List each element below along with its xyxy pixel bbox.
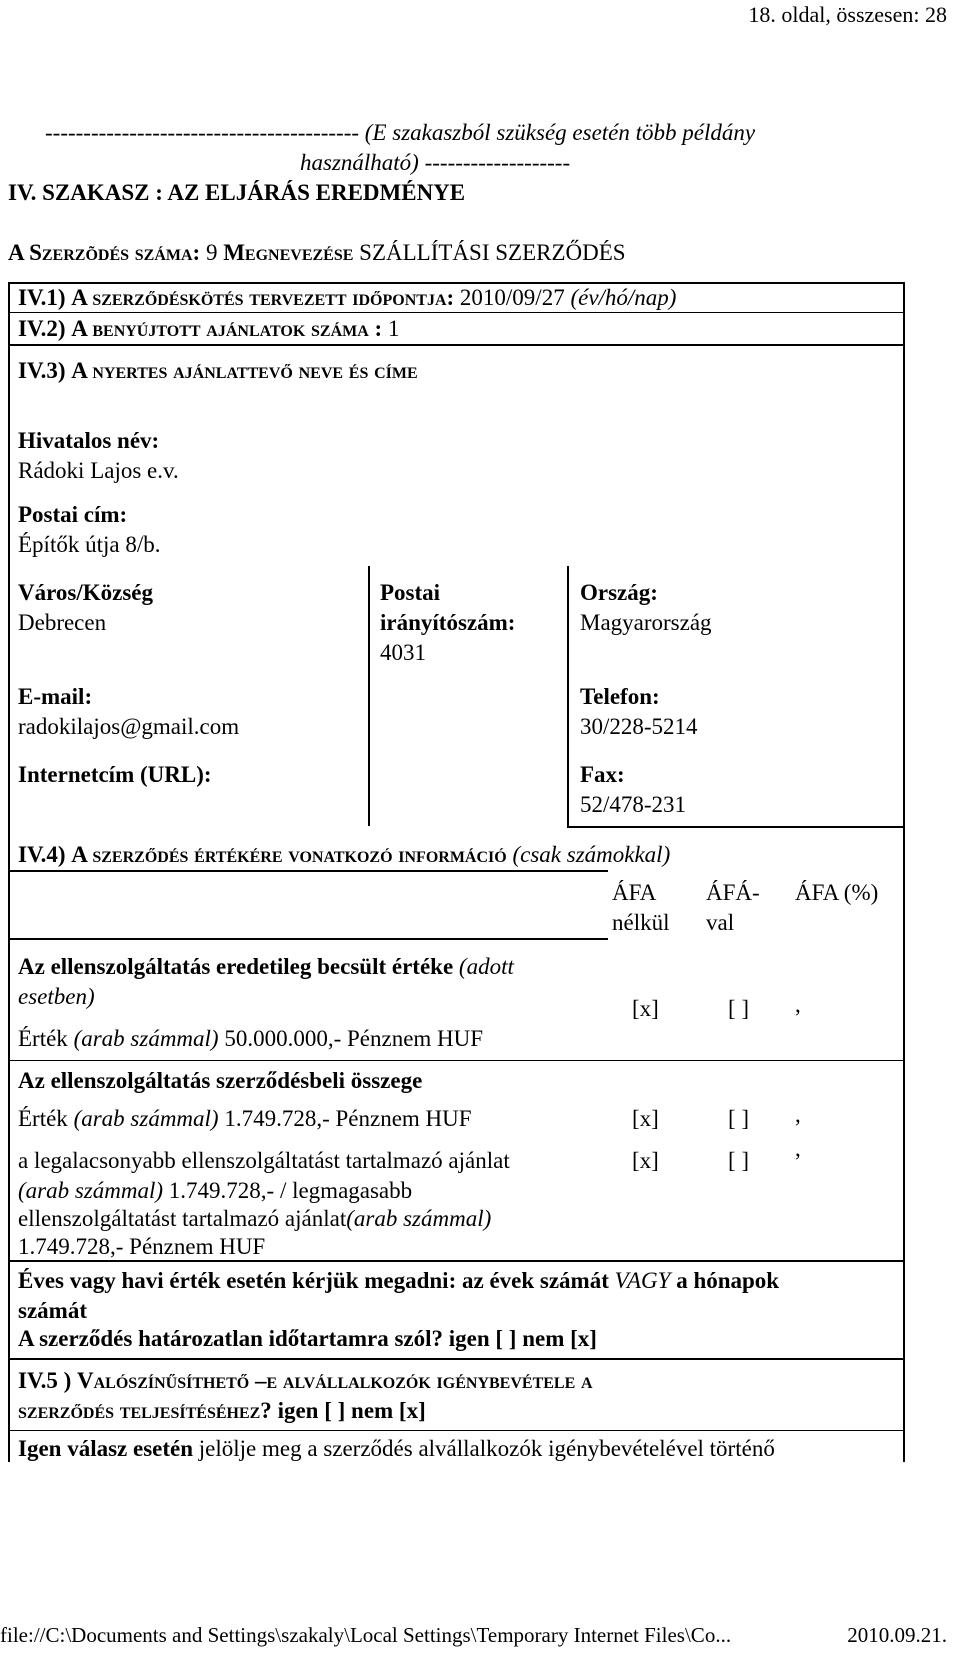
separator-note-2: használható)	[300, 150, 419, 175]
divider-estimated	[8, 1060, 905, 1061]
iv5-answer: igen [ ] nem [x]	[277, 1398, 426, 1423]
contract-net-checkbox: [x]	[632, 1106, 659, 1131]
divider-iv5-q	[8, 1430, 905, 1431]
divider-iv4-table	[8, 938, 608, 940]
section-title: IV. SZAKASZ : AZ ELJÁRÁS EREDMÉNYE	[8, 180, 466, 205]
postal-address-label: Postai cím:	[18, 502, 128, 527]
email-label: E-mail:	[18, 684, 93, 709]
estimated-net-checkbox: [x]	[632, 996, 659, 1021]
estimated-hint-1: (adott	[458, 954, 514, 979]
range-vat-value: ,	[795, 1136, 801, 1161]
divider-fax-bottom	[567, 826, 905, 828]
contract-name-value: SZÁLLÍTÁSI SZERZŐDÉS	[359, 240, 626, 265]
iv5-yes-bold: Igen válasz esetén	[18, 1436, 194, 1461]
range-gross-checkbox: [ ]	[728, 1148, 750, 1173]
iv4-label: A szerződés értékére vonatkozó információ	[71, 842, 507, 867]
contract-value-hint: (arab számmal)	[73, 1106, 219, 1131]
iv1-label: A szerződéskötés tervezett időpontja:	[71, 285, 455, 310]
phone-value: 30/228-5214	[580, 714, 698, 739]
contract-number-row	[8, 238, 626, 268]
range-line-3-text: ellenszolgáltatást tartalmazó ajánlat	[18, 1206, 347, 1231]
range-line-2-text: 1.749.728,- / legmagasabb	[168, 1178, 413, 1203]
postal-address-value: Építők útja 8/b.	[18, 532, 161, 557]
fax-label: Fax:	[580, 762, 625, 787]
iv2-value: 1	[387, 316, 400, 341]
estimated-hint-2: esetben)	[18, 984, 95, 1009]
separator-dashes-right: -------------------	[418, 150, 571, 175]
official-name-value: Rádoki Lajos e.v.	[18, 458, 179, 483]
col-net-header-2: nélkül	[612, 910, 670, 935]
iv4-hint: (csak számokkal)	[512, 842, 671, 867]
contract-gross-checkbox: [ ]	[728, 1106, 750, 1131]
separator-line-2	[300, 148, 570, 178]
range-line-4: 1.749.728,- Pénznem HUF	[18, 1234, 266, 1259]
col-vat-header: ÁFA (%)	[795, 880, 879, 905]
divider-iv5	[8, 1358, 905, 1360]
email-value: radokilajos@gmail.com	[18, 714, 240, 739]
years-line-2: számát	[18, 1298, 87, 1323]
contract-number-value: 9	[205, 240, 218, 265]
contract-vat-value: ,	[795, 1102, 801, 1127]
years-text-2: a hónapok	[676, 1268, 780, 1293]
estimated-gross-checkbox: [ ]	[728, 996, 750, 1021]
contract-name-label: Megnevezése	[223, 240, 354, 265]
iv5-number: IV.5 )	[18, 1368, 72, 1393]
iv2-row	[18, 314, 399, 344]
estimated-value-prefix: Érték	[18, 1026, 68, 1051]
estimated-label-row	[18, 952, 514, 982]
box-right-border	[903, 282, 905, 1462]
divider-iv2	[8, 344, 905, 346]
range-net-checkbox: [x]	[632, 1148, 659, 1173]
city-value: Debrecen	[18, 610, 107, 635]
footer-date: 2010.09.21.	[847, 1623, 947, 1647]
iv3-label: A nyertes ajánlattevő neve és címe	[71, 358, 418, 383]
postcode-label-1: Postai	[380, 580, 441, 605]
iv2-label: A benyújtott ajánlatok száma :	[71, 316, 383, 341]
divider-col-1	[368, 566, 370, 826]
range-line-2	[18, 1176, 412, 1206]
iv5-label-1: Valószínűsíthető –e alvállalkozók igénybevétele a	[77, 1368, 593, 1393]
estimated-value-hint: (arab számmal)	[73, 1026, 219, 1051]
range-line-1: a legalacsonyabb ellenszolgáltatást tartalmazó ajánlat	[18, 1148, 510, 1173]
iv4-row	[18, 840, 670, 870]
iv5-yes-row	[18, 1434, 775, 1464]
iv1-number: IV.1)	[18, 285, 66, 310]
postcode-value: 4031	[380, 640, 426, 665]
iv1-hint: (év/hó/nap)	[570, 285, 677, 310]
official-name-label: Hivatalos név:	[18, 428, 160, 453]
col-net-header-1: ÁFA	[612, 880, 657, 905]
years-line-1	[18, 1266, 779, 1296]
contract-value-row	[18, 1104, 472, 1134]
country-value: Magyarország	[580, 610, 712, 635]
estimated-value-row	[18, 1024, 483, 1054]
separator-dashes-left: -----------------------------------------	[45, 120, 365, 145]
col-gross-header-2: val	[706, 910, 735, 935]
estimated-value: 50.000.000,- Pénznem HUF	[224, 1026, 484, 1051]
contract-value-prefix: Érték	[18, 1106, 68, 1131]
estimated-vat-value: ,	[795, 992, 801, 1017]
iv3-number: IV.3)	[18, 358, 66, 383]
iv1-value: 2010/09/27	[459, 285, 565, 310]
range-hint-1: (arab számmal)	[18, 1178, 164, 1203]
iv1-row	[18, 283, 676, 313]
url-label: Internetcím (URL):	[18, 762, 212, 787]
separator-note-1: (E szakaszból szükség esetén több példány	[364, 120, 756, 145]
years-or: VAGY	[614, 1268, 671, 1293]
footer-path: file://C:\Documents and Settings\szakaly\Local Settings\Temporary Internet Files\Co...	[0, 1623, 732, 1647]
divider-iv4-header	[8, 870, 608, 872]
iv2-number: IV.2)	[18, 316, 66, 341]
city-label: Város/Község	[18, 580, 154, 605]
indefinite-question: A szerződés határozatlan időtartamra szól? igen [ ] nem [x]	[18, 1326, 597, 1351]
contract-number-label: A Szerzõdés száma:	[8, 240, 201, 265]
postcode-label-2: irányítószám:	[380, 610, 516, 635]
iv5-yes-rest: jelölje meg a szerződés alvállalkozók igénybevételével történő	[198, 1436, 775, 1461]
page-indicator: 18. oldal, összesen: 28	[748, 2, 947, 27]
separator-line-1	[45, 118, 755, 148]
contract-value: 1.749.728,- Pénznem HUF	[224, 1106, 472, 1131]
range-hint-3: (arab számmal)	[346, 1206, 492, 1231]
estimated-label: Az ellenszolgáltatás eredetileg becsült értéke	[18, 954, 454, 979]
iv5-row-1	[18, 1366, 593, 1396]
iv3-row	[18, 356, 418, 386]
divider-col-2	[567, 566, 569, 826]
fax-value: 52/478-231	[580, 792, 687, 817]
box-left-border	[8, 282, 10, 1462]
col-gross-header-1: ÁFÁ-	[706, 880, 760, 905]
range-line-3	[18, 1204, 491, 1234]
iv5-label-2: szerződés teljesítéséhez?	[18, 1398, 272, 1423]
contract-amount-label: Az ellenszolgáltatás szerződésbeli összege	[18, 1068, 423, 1093]
phone-label: Telefon:	[580, 684, 660, 709]
years-text-1: Éves vagy havi érték esetén kérjük megadni: az évek számát	[18, 1268, 609, 1293]
iv4-number: IV.4)	[18, 842, 66, 867]
iv5-row-2	[18, 1396, 426, 1426]
country-label: Ország:	[580, 580, 658, 605]
